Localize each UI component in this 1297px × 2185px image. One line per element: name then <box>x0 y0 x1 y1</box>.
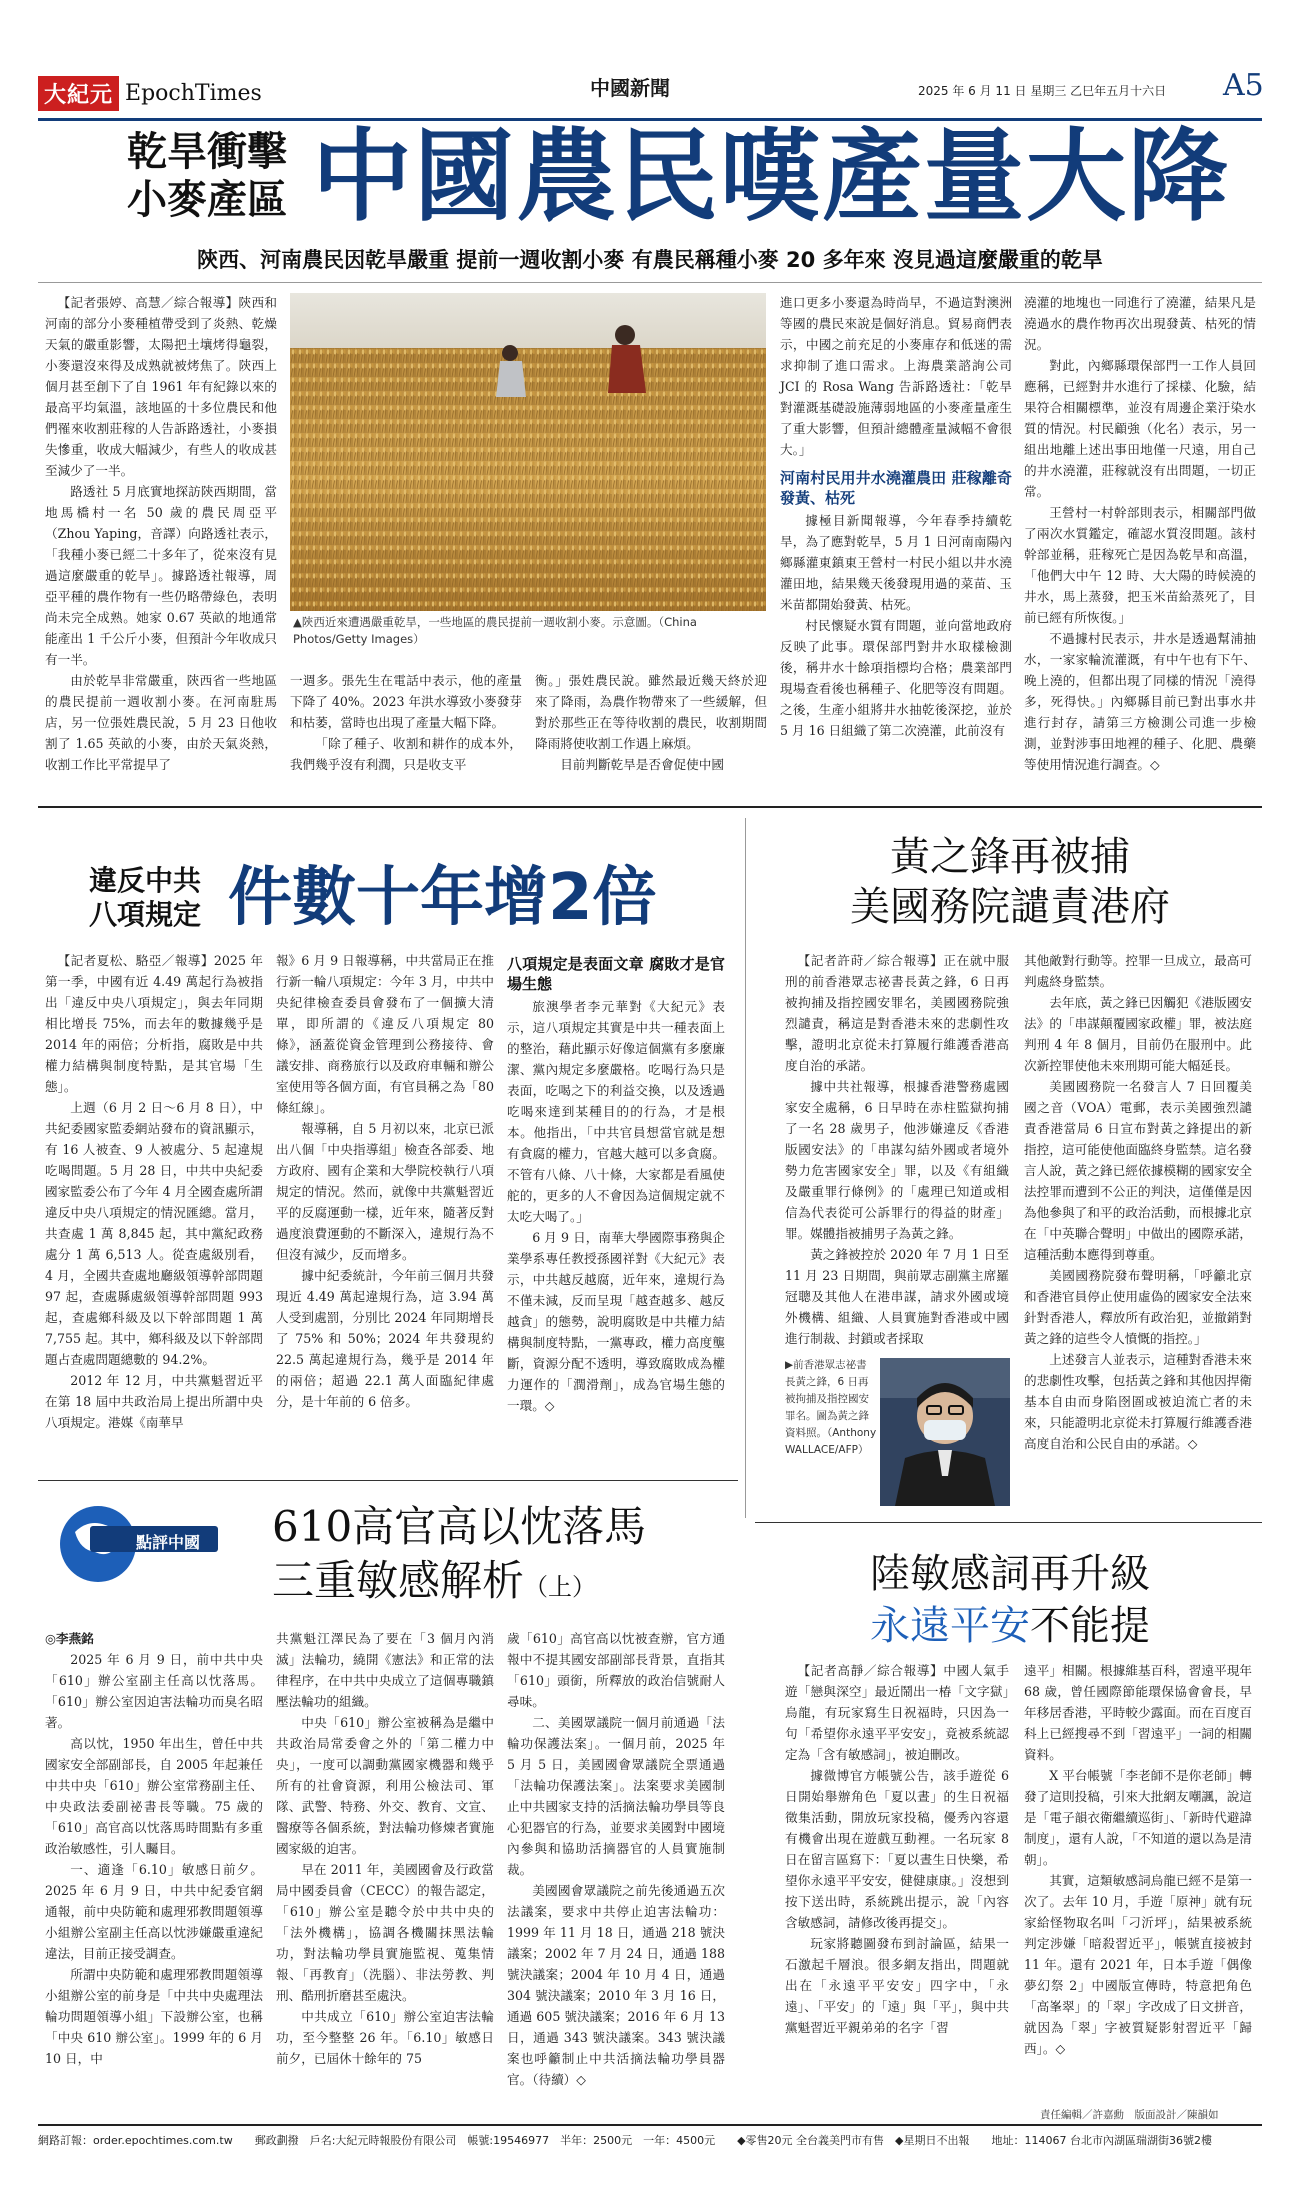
story5-headline-line1: 陸敏感詞再升級 <box>870 1551 1150 1597</box>
story5-column-2 <box>1024 1660 1252 2059</box>
story2-subhead: 八項規定是表面文章 腐敗才是官場生態 <box>507 955 725 993</box>
story4-headline-line1: 610高官高以忱落馬 <box>272 1502 647 1551</box>
story2-paragraph: 據中紀委統計，今年前三個月共發現近 4.49 萬起違規行為，這 3.94 萬人受到處罰，分別比 2024 年同期增長了 75% 和 50%；2024 年共發現約 22.5 萬起違規行為，幾乎是 2014 年的兩倍；超過 22.1 萬人面臨紀律處分，是十年前的 6 倍多。 <box>276 1268 494 1409</box>
story5-headline-blue: 永遠平安 <box>870 1603 1030 1649</box>
story4-paragraph: 美國國會眾議院之前先後通過五次法議案，要求中共停止迫害法輪功：1999 年 11 月 18 日，通過 218 號決議案；2002 年 7 月 24 日，通過 188 號決議案；2004 年 10 月 4 日，通過 304 號決議案；2010 年 3 月 16 日，通過 605 號決議案；2016 年 6 月 13 日，通過 343 號決議案。343 號決議案也呼籲制止中共活摘法輪功學員器官。（待續）◇ <box>507 1883 725 2087</box>
story4-headline-suffix: （上） <box>524 1573 597 1601</box>
column-divider <box>745 818 746 1518</box>
page-credits: 責任編輯／許嘉勳 版面設計／陳韻如 <box>1040 2109 1219 2121</box>
story3-photo <box>880 1358 1010 1506</box>
story2-paragraph: 上週（6 月 2 日～6 月 8 日），中共紀委國家監委網站發布的資訊顯示，有 16 人被查、9 人被處分、5 起違規吃喝問題。5 月 28 日，中共中央紀委國家監委公布了今年 4 月全國查處所謂違反中央八項規定的情況匯總。當月，共查處 1 萬 8,845 起，其中黨紀政務處分 1 萬 6,513 人。從查處級別看，4 月，全國共查處地廳級領導幹部問題 97 起，查處縣處級領導幹部問題 993 起，查處鄉科級及以下幹部問題 1 萬 7,755 起。其中，鄉科級及以下幹部問題占查處問題總數的 94.2%。 <box>45 1100 263 1367</box>
story4-headline <box>272 1500 732 1614</box>
footer-rule <box>38 2124 1262 2126</box>
footer-address: 地址：114067 台北市內湖區瑞湖街36號2樓 <box>991 2134 1212 2147</box>
lead-paragraph: 據極目新聞報導，今年春季持續乾旱，為了應對乾旱，5 月 1 日河南南陽內鄉縣灌東鎮東王營村一村民小組以井水澆灌田地，結果幾天後發現用過的菜苗、玉米苗都開始發黃、枯死。 <box>780 513 1012 612</box>
wheat-field-illustration <box>290 293 766 611</box>
lead-column-3b <box>535 670 767 775</box>
story4-paragraph: 二、美國眾議院一個月前通過「法輪功保護法案」。一個月前，2025 年 5 月 5 日，美國國會眾議院全票通過「法輪功保護法案」。法案要求美國制止中共國家支持的活摘法輪功學員等良心犯器官的行為，並要求美國對中國境內參與和協助活摘器官的人員實施制裁。 <box>507 1715 725 1877</box>
section-divider <box>38 1480 738 1481</box>
lead-paragraph: 目前判斷乾旱是否會促使中國 <box>560 757 724 772</box>
story2-paragraph: 旅澳學者李元華對《大紀元》表示，這八項規定其實是中共一種表面上的整治，藉此顯示好像這個黨有多麼廉潔、黨內規定多麼嚴格。吃喝行為只是表面，吃喝之下的利益交換，以及透過吃喝來達到某種目的的行為，才是根本。他指出，「中共官員想當官就是想有貪腐的權力，官越大越可以多貪腐。不管有八條、八十條，大家都是看風使舵的，更多的人不會因為這個規定就不太吃大喝了。」 <box>507 999 725 1224</box>
story4-paragraph: 中央「610」辦公室被稱為是繼中共政治局常委會之外的「第二權力中央」，一度可以調動黨國家機器和幾乎所有的社會資源，利用公檢法司、軍隊、武警、特務、外交、教育、文宣、醫療等各個系統，對法輪功修煉者實施國家級的迫害。 <box>276 1715 494 1856</box>
story4-column-2 <box>276 1628 494 2069</box>
lead-kicker-line1: 乾旱衝擊 <box>127 129 287 175</box>
footer <box>38 2132 1262 2154</box>
lead-paragraph: 對此，內鄉縣環保部門一工作人員回應稱，已經對井水進行了採樣、化驗，結果符合相關標準，並沒有周邊企業汙染水質的情況。村民顧強（化名）表示，另一組出地離上述出事田地僅一尺遠，用自己的井水澆灌，莊稼就沒有出問題，一切正常。 <box>1024 358 1256 499</box>
section-divider <box>38 806 1262 808</box>
lead-kicker-line2: 小麥產區 <box>127 177 287 223</box>
lead-paragraph: 王營村一村幹部則表示，相關部門做了兩次水質鑑定，確認水質沒問題。該村幹部並稱，莊稼死亡是因為乾旱和高溫，「他們大中午 12 時、大大陽的時候澆的井水，馬上蒸發，把玉米苗給蒸死了，目前已經有所恢復。」 <box>1024 505 1256 625</box>
page-number: A5 <box>1223 68 1264 103</box>
lead-paragraph: 【記者張婷、高慧／綜合報導】陝西和河南的部分小麥種植帶受到了炎熱、乾燥天氣的嚴重影響，太陽把土壤烤得龜裂，小麥還沒來得及成熟就被烤焦了。陝西上個月甚至創下了自 1961 年有紀錄以來的最高平均氣溫，該地區的十多位農民和他們罹來收割莊稼的人告訴路透社，小麥損失慘重，收成大幅減少，有些人的收成甚至減少了一半。 <box>45 295 277 478</box>
story4-paragraph: 早在 2011 年，美國國會及行政當局中國委員會（CECC）的報告認定，「610」辦公室是聽令於中共中央的「法外機構」，協調各機關抹黑法輪功，對法輪功學員實施監視、蒐集情報、「再教育」（洗腦）、非法勞教、判刑、酷刑折磨甚至處決。 <box>276 1862 494 2003</box>
story2-kicker <box>75 864 215 932</box>
story3-paragraph: 據中共社報導，根據香港警務處國家安全處稱，6 日早時在赤柱監獄拘捕了一名 28 歲男子，他涉嫌違反《香港版國安法》的「串謀勾結外國或者境外勢力危害國家安全」罪，以及《有組織及嚴重罪行條例》的「處理已知道或相信為代表從可公訴罪行的得益的財產」罪。媒體指被捕男子為黃之鋒。 <box>785 1079 1009 1241</box>
story4-headline-line2 <box>272 1554 732 1614</box>
story5-paragraph: 其實，這類敏感詞烏龍已經不是第一次了。去年 10 月，手遊「原神」就有玩家給怪物取名叫「刁沂坪」，結果被系統判定涉嫌「暗殺習近平」，帳號直接被封 11 年。還有 2021 年，日本手遊「偶像夢幻祭 2」中國版宣傳時，特意把角色「高峯翠」的「翠」字改成了日文拼音，就因為「翠」字被質疑影射習近平「歸西」。◇ <box>1024 1873 1252 2056</box>
story4-column-3 <box>507 1628 725 2090</box>
lead-paragraph: 衡。」張姓農民說。雖然最近幾天終於迎來了降雨，為農作物帶來了一些緩解，但對於那些正在等待收割的農民，收割期間降雨將使收割工作遇上麻煩。 <box>535 673 767 751</box>
story2-paragraph: 報》6 月 9 日報導稱，中共當局正在推行新一輪八項規定：今年 3 月，中共中央紀律檢查委員會發布了一個擴大清單，即所謂的《違反八項規定 80 條》，涵蓋從資金管理到公務接待、會議安排、商務旅行以及政府車輛和辦公室使用等各個方面，有官員稱之為「80 條紅線」。 <box>276 953 494 1115</box>
story3-paragraph: 【記者許莳／綜合報導】正在就中服刑的前香港眾志祕書長黃之鋒，6 日再被拘捕及指控國安罪名，美國國務院強烈譴責，稱這是對香港未來的悲劇性攻擊，證明北京從未打算履行維護香港高度自治的承諾。 <box>785 953 1009 1073</box>
story4-paragraph: 2025 年 6 月 9 日，前中共中央「610」辦公室副主任高以忱落馬。「610」辦公室因迫害法輪功而臭名昭著。 <box>45 1652 263 1730</box>
footer-website[interactable]: 網路訂報：order.epochtimes.com.tw <box>38 2134 233 2147</box>
story2-headline: 件數十年增2倍 <box>228 861 657 935</box>
story3-paragraph: 黃之鋒被控於 2020 年 7 月 1 日至 11 月 23 日期間，與前眾志副黨主席羅冠聰及其他人在港串謀，請求外國或境外機構、組織、人員實施對香港或中國進行制裁、封鎖或者採取 <box>785 1247 1009 1346</box>
story3-column-2 <box>1024 950 1252 1454</box>
story2-column-2 <box>276 950 494 1412</box>
footer-price: ◆零售20元 全台義美門市有售 ◆星期日不出報 <box>737 2134 970 2147</box>
lead-paragraph: 「除了種子、收割和耕作的成本外，我們幾乎沒有利潤，只是收支平 <box>290 736 522 772</box>
lead-paragraph: 一週多。張先生在電話中表示，他的產量下降了 40%。2023 年洪水導致小麥發芽和枯萎，當時也出現了產量大幅下降。 <box>290 673 522 730</box>
story2-column-1 <box>45 950 263 1433</box>
story4-paragraph: 高以忱，1950 年出生，曾任中共國家安全部副部長，自 2005 年起兼任中共中央「610」辦公室常務副主任、中央政法委副祕書長等職。75 歲的「610」高官高以忱落馬時間點有多重政治敏感性，引人矚目。 <box>45 1736 263 1856</box>
lead-paragraph: 村民懷疑水質有問題，並向當地政府反映了此事。環保部門對井水取樣檢測後，稱井水十餘項指標均合格；農業部門現場查看後也稱種子、化肥等沒有問題。之後，生產小組將井水抽乾後深挖，並於 5 月 16 日組織了第二次澆灌，此前沒有 <box>780 618 1012 738</box>
story2-paragraph: 2012 年 12 月，中共黨魁習近平在第 18 屆中共政治局上提出所謂中央八項規定。港媒《南華早 <box>45 1373 263 1430</box>
story5-paragraph: 據微博官方帳號公告，該手遊從 6 日開始舉辦角色「夏以晝」的生日祝福徵集活動，開放玩家投稿，優秀內容還有機會出現在遊戲互動裡。一名玩家 8 日在留言區寫下：「夏以晝生日快樂，希望你永遠平平安安，健健康康。」沒想到按下送出時，系統跳出提示，說「內容含敏感詞，請修改後再提交」。 <box>785 1768 1009 1930</box>
story2-column-3 <box>507 950 725 1416</box>
lead-paragraph: 進口更多小麥還為時尚早，不過這對澳洲等國的農民來說是個好消息。貿易商們表示，中國之前充足的小麥庫存和低迷的需求抑制了進口需求。上海農業諮詢公司 JCI 的 Rosa Wang 告訴路透社：「乾旱對灌溉基礎設施薄弱地區的小麥產量產生了重大影響，但預計總體產量減幅不會很大。」 <box>780 295 1012 457</box>
lead-column-1 <box>45 292 277 775</box>
story3-paragraph: 其他敵對行動等。控罪一旦成立，最高可判處終身監禁。 <box>1024 953 1252 989</box>
story3-column-1 <box>785 950 1009 1349</box>
lead-paragraph: 不過據村民表示，井水是透過幫浦抽水，一家家輪流灌溉，有中午也有下午、晚上澆的，但都出現了同樣的情況「澆得多，死得快。」內鄉縣目前已對出事水井進行封存，請第三方檢測公司進一步檢測，並對涉事田地裡的種子、化肥、農藥等使用情況進行調查。◇ <box>1024 631 1256 772</box>
story5-paragraph: 遠平」相關。根據維基百科，習遠平現年 68 歲，曾任國際節能環保協會會長，早年移居香港，平時較少露面。而在百度百科上已經搜尋不到「習遠平」一詞的相關資料。 <box>1024 1663 1252 1762</box>
lead-paragraph: 澆灌的地塊也一同進行了澆灌，結果凡是澆過水的農作物再次出現發黃、枯死的情況。 <box>1024 295 1256 352</box>
story2-paragraph: 【記者夏松、駱亞／報導】2025 年第一季，中國有近 4.49 萬起行為被指出「違反中央八項規定」，與去年同期相比增長 75%，而去年的數據幾乎是 2014 年的兩倍；分析指，腐敗是中共權力結構與制度特點，是其官場「生態」。 <box>45 953 263 1094</box>
story4-paragraph: 歲「610」高官高以忱被查辦，官方通報中不提其國安部副部長背景，直指其「610」頭銜，所釋放的政治信號耐人尋味。 <box>507 1631 725 1709</box>
story3-headline-line2: 美國務院譴責港府 <box>850 884 1170 930</box>
story3-headline <box>770 832 1250 932</box>
story5-headline-rest: 不能提 <box>1030 1603 1150 1649</box>
story3-paragraph: 美國國務院一名發言人 7 日回覆美國之音（VOA）電郵，表示美國強烈譴責香港當局 6 日宣布對黃之鋒提出的新指控，這可能使他面臨終身監禁。這名發言人說，黃之鋒已經依據模糊的國家安全法控罪而遭到不公正的判決，這僅僅是因為他參與了和平的政治活動，而根據北京在「中英聯合聲明」中做出的國際承諾，這種活動本應得到尊重。 <box>1024 1079 1252 1262</box>
lead-paragraph: 由於乾旱非常嚴重，陝西省一些地區的農民提前一週收割小麥。在河南駐馬店，另一位張姓農民說，5 月 23 日他收割了 1.65 英畝的小麥，由於天氣炎熱，收割工作比平常提早了 <box>45 673 277 772</box>
portrait-illustration <box>880 1358 1010 1506</box>
story5-paragraph: X 平台帳號「李老師不是你老師」轉發了這則投稿，引來大批網友嘲諷，說這是「電子韻衣衛繼續巡街」、「新時代避諱制度」，還有人說，「不知道的還以為是清朝」。 <box>1024 1768 1252 1867</box>
issue-date: 2025 年 6 月 11 日 星期三 乙巳年五月十六日 <box>918 84 1167 98</box>
lead-photo-caption: ▲陝西近來遭遇嚴重乾旱，一些地區的農民提前一週收割小麥。示意圖。（China Photos/Getty Images） <box>293 615 697 646</box>
lead-column-4 <box>780 292 1012 741</box>
logo <box>38 76 262 111</box>
story4-byline: ◎李燕銘 <box>45 1631 94 1646</box>
story5-headline <box>770 1548 1250 1652</box>
story4-paragraph: 一、適逢「6.10」敏感日前夕。2025 年 6 月 9 日，中共中紀委官網通報，前中央防範和處理邪教問題領導小組辦公室副主任高以忱涉嫌嚴重違紀違法，目前正接受調查。 <box>45 1862 263 1961</box>
lead-paragraph: 路透社 5 月底實地探訪陝西期間，當地馬橋村一名 50 歲的農民周亞平（Zhou Yaping，音譯）向路透社表示，「我種小麥已經二十多年了，從來沒有見過這麼嚴重的乾旱」。據路透社報導，周亞平種的農作物有一些仍略帶綠色，表明尚未完全成熟。她家 0.67 英畝的地通常能產出 1 千公斤小麥，但預計今年收成只有一半。 <box>45 484 277 667</box>
story3-paragraph: 上述發言人並表示，這種對香港未來的悲劇性攻擊，包括黃之鋒和其他因捍衛基本自由而身陷囹圄或被迫流亡者的未來，只能證明北京從未打算履行維護香港高度自治和公民自由的承諾。◇ <box>1024 1352 1252 1451</box>
story5-column-1 <box>785 1660 1009 2038</box>
story3-paragraph: 去年底，黃之鋒已因觸犯《港版國安法》的「串謀顛覆國家政權」罪，被法庭判刑 4 年 8 個月，目前仍在服刑中。此次新控罪使他未來刑期可能大幅延長。 <box>1024 995 1252 1073</box>
story3-paragraph: 美國國務院發布聲明稱，「呼籲北京和香港官員停止使用虛偽的國家安全法來針對香港人，釋放所有政治犯，並撤銷對黃之鋒的這些令人憤慨的指控。」 <box>1024 1268 1252 1346</box>
story2-kicker-line1: 違反中共 <box>88 864 201 897</box>
story5-paragraph: 【記者高靜／綜合報導】中國人氣手遊「戀與深空」最近鬧出一椿「文字獄」烏龍，有玩家寫生日祝福時，只因為一句「希望你永遠平平安安」，竟被系統認定為「含有敏感詞」，被迫刪改。 <box>785 1663 1009 1762</box>
lead-photo <box>290 293 766 611</box>
story4-column-1 <box>45 1628 263 2069</box>
lead-column-5 <box>1024 292 1256 775</box>
story3-headline-line1: 黃之鋒再被捕 <box>890 834 1130 880</box>
story2-paragraph: 6 月 9 日，南華大學國際事務與企業學系專任教授孫國祥對《大紀元》表示，中共越反越腐，近年來，違規行為不僅未減，反而呈現「越查越多、越反越貪」的態勢，說明腐敗是中共權力結構與制度特點，一黨專政，權力高度壟斷，資源分配不透明，導致腐敗成為權力運作的「潤滑劑」，成為官場生態的一環。◇ <box>507 1230 725 1413</box>
section-title: 中國新聞 <box>590 76 670 100</box>
story4-paragraph: 所謂中央防範和處理邪教問題領導小組辦公室的前身是「中共中央處理法輪功問題領導小組」下設辦公室，也稱「中央 610 辦公室」。1999 年的 6 月 10 日，中 <box>45 1967 263 2066</box>
story2-paragraph: 報導稱，自 5 月初以來，北京已派出八個「中央指導組」檢查各部委、地方政府、國有企業和大學院校執行八項規定的情況。然而，就像中共黨魁習近平的反腐運動一樣，近年來，隨著反對過度浪費運動的不斷深入，違規行為不但沒有減少，反而增多。 <box>276 1121 494 1262</box>
footer-postal: 郵政劃撥 戶名:大紀元時報股份有限公司 帳號:19546977 半年：2500元 一年：4500元 <box>254 2134 716 2147</box>
lead-subheadline: 陝西、河南農民因乾旱嚴重 提前一週收割小麥 有農民稱種小麥 20 多年來 沒見過這麼嚴重的乾旱 <box>197 248 1103 272</box>
story2-kicker-line2: 八項規定 <box>88 898 201 931</box>
lead-sub-rule <box>38 282 1262 283</box>
story4-headline-main: 三重敏感解析 <box>272 1556 525 1605</box>
logo-en: EpochTimes <box>125 81 262 106</box>
story4-paragraph: 中共成立「610」辦公室迫害法輪功，至今整整 26 年。「6.10」敏感日前夕，已屆休十餘年的 75 <box>276 2009 494 2066</box>
commentary-badge-label: 點評中國 <box>136 1533 201 1552</box>
story4-paragraph: 共黨魁江澤民為了要在「3 個月內消滅」法輪功，繞開《憲法》和正常的法律程序，在中共中央成立了這個專職鎮壓法輪功的組織。 <box>276 1631 494 1709</box>
lead-column-2b <box>290 670 522 775</box>
lead-subhead: 河南村民用井水澆灌農田 莊稼離奇發黃、枯死 <box>780 469 1012 507</box>
commentary-badge <box>50 1492 220 1588</box>
story5-headline-line2 <box>770 1600 1250 1652</box>
masthead <box>38 64 1262 122</box>
story3-photo-caption: ▶前香港眾志祕書長黃之鋒，6 日再被拘捕及指控國安罪名。圖為黃之鋒資料照。（Anthony WALLACE/AFP） <box>785 1359 877 1456</box>
section-divider <box>755 1522 1262 1523</box>
lead-kicker <box>112 128 302 224</box>
logo-zh: 大紀元 <box>38 76 119 111</box>
story5-paragraph: 玩家將聽圖發布到討論區，結果一石激起千層浪。很多網友指出，問題就出在「永遠平平安安」四字中，「永遠」、「平安」的「遠」與「平」，與中共黨魁習近平親弟弟的名字「習 <box>785 1936 1009 2035</box>
lead-headline: 中國農民嘆產量大降 <box>312 118 1230 235</box>
